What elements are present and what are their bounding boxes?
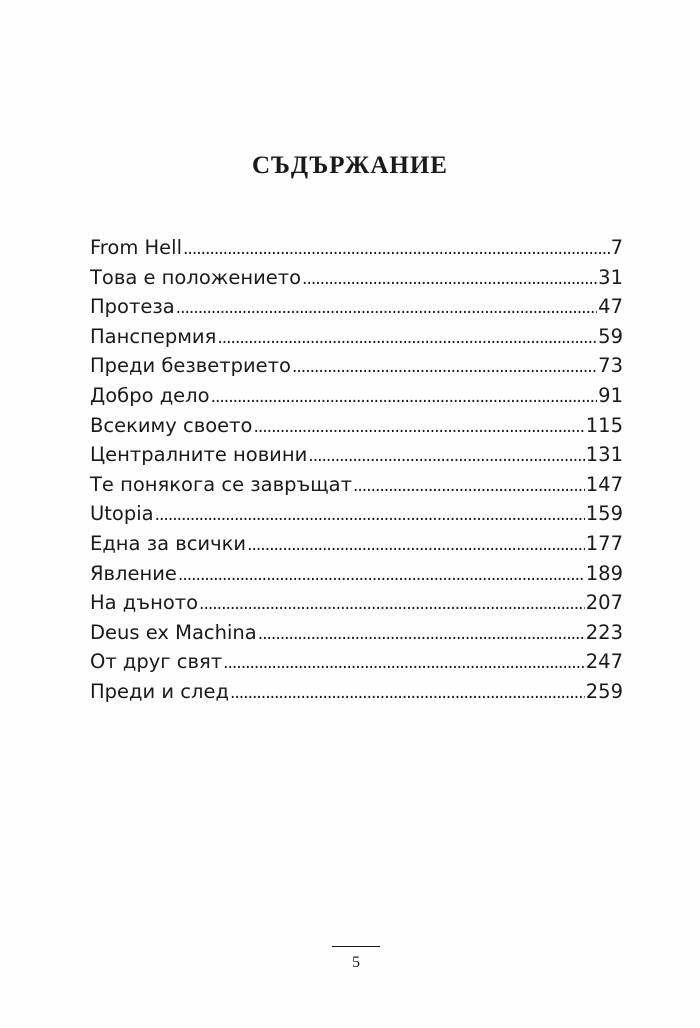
- toc-entry[interactable]: [90, 650, 623, 680]
- toc-entry-page: 47: [598, 295, 623, 319]
- toc-entry[interactable]: [90, 680, 623, 710]
- dot-leader: [199, 591, 585, 614]
- dot-leader: [308, 443, 584, 466]
- toc-entry-title: Utopia: [90, 502, 154, 526]
- toc-entry-page: 115: [585, 413, 623, 437]
- toc-entry-title: Централните новини: [90, 443, 308, 467]
- dot-leader: [176, 295, 598, 318]
- toc-entry-title: Deus ex Machina: [90, 620, 257, 644]
- toc-entry[interactable]: [90, 325, 623, 355]
- dot-leader: [217, 325, 597, 348]
- toc-entry-title: На дъното: [90, 591, 199, 615]
- page-number: 5: [352, 954, 360, 971]
- toc-entry-title: Те понякога се завръщат: [90, 472, 352, 496]
- toc-entry[interactable]: [90, 532, 623, 562]
- toc-entry-page: 189: [585, 561, 623, 585]
- toc-entry-title: Преди и след: [90, 679, 229, 703]
- toc-entry-page: 259: [585, 679, 623, 703]
- toc-entry[interactable]: [90, 266, 623, 296]
- toc-entry[interactable]: [90, 621, 623, 651]
- toc-entry-page: 73: [598, 354, 623, 378]
- dot-leader: [302, 266, 597, 289]
- toc-entry-title: Добро дело: [90, 383, 210, 407]
- toc-entry-page: 177: [585, 531, 623, 555]
- dot-leader: [230, 680, 585, 703]
- dot-leader: [353, 473, 585, 496]
- toc-entry[interactable]: [90, 414, 623, 444]
- toc-entry-page: 223: [585, 620, 623, 644]
- toc-entry-title: Това е положението: [90, 265, 302, 289]
- toc-entry-title: Явление: [90, 561, 177, 585]
- dot-leader: [253, 414, 584, 437]
- dot-leader: [211, 384, 598, 407]
- toc-entry[interactable]: [90, 591, 623, 621]
- toc-entry-page: 91: [598, 383, 623, 407]
- table-of-contents: [90, 236, 623, 710]
- toc-entry[interactable]: [90, 502, 623, 532]
- dot-leader: [247, 532, 585, 555]
- dot-leader: [155, 502, 585, 525]
- footer-divider: [332, 946, 380, 947]
- toc-entry-title: Всекиму своето: [90, 413, 253, 437]
- toc-entry-page: 59: [598, 324, 623, 348]
- toc-entry[interactable]: [90, 295, 623, 325]
- toc-entry[interactable]: [90, 562, 623, 592]
- toc-entry-page: 131: [585, 443, 623, 467]
- toc-entry[interactable]: [90, 443, 623, 473]
- toc-entry-page: 31: [598, 265, 623, 289]
- toc-entry-page: 147: [585, 472, 623, 496]
- toc-entry[interactable]: [90, 236, 623, 266]
- dot-leader: [223, 650, 585, 673]
- toc-entry-title: Една за всички: [90, 531, 247, 555]
- toc-entry-title: Панспермия: [90, 324, 217, 348]
- dot-leader: [258, 621, 585, 644]
- toc-entry-title: Преди безветрието: [90, 354, 291, 378]
- toc-entry-title: From Hell: [90, 236, 183, 259]
- dot-leader: [183, 236, 610, 259]
- toc-entry-page: 7: [610, 236, 623, 259]
- toc-entry-title: Протеза: [90, 295, 175, 319]
- toc-entry-page: 247: [585, 650, 623, 674]
- toc-entry-page: 159: [585, 502, 623, 526]
- toc-entry[interactable]: [90, 354, 623, 384]
- toc-entry-page: 207: [585, 591, 623, 615]
- toc-title: СЪДЪРЖАНИЕ: [252, 152, 448, 179]
- dot-leader: [178, 562, 585, 585]
- toc-entry[interactable]: [90, 384, 623, 414]
- toc-entry[interactable]: [90, 473, 623, 503]
- dot-leader: [292, 354, 597, 377]
- toc-entry-title: От друг свят: [90, 650, 223, 674]
